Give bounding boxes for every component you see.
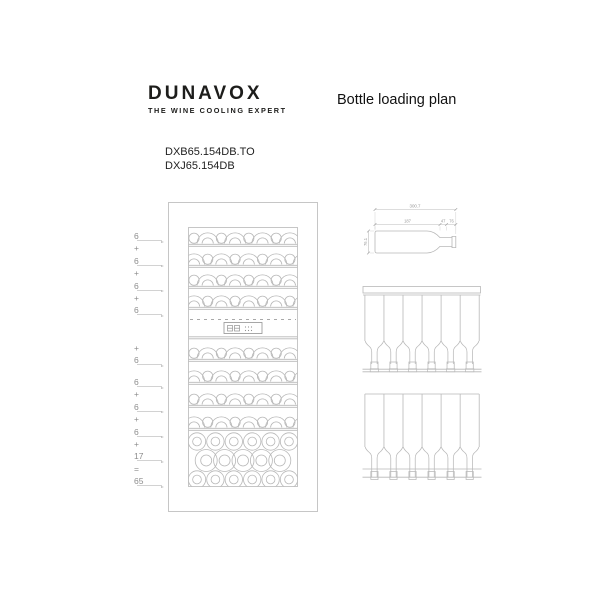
shelf-row	[183, 254, 314, 267]
dim-body-length: 187	[404, 218, 411, 224]
bottle-outline	[375, 231, 456, 253]
count-text: +	[134, 268, 139, 279]
leader-line	[137, 312, 162, 315]
plus-sign	[132, 412, 172, 424]
count-text: 6	[134, 305, 139, 316]
shelf-loading-top-diagram	[362, 284, 482, 376]
bottle-count-label	[132, 375, 172, 387]
bottle-count-label	[132, 303, 172, 315]
logo-wordmark: DUNAVOX	[148, 83, 263, 104]
bottle-count-label	[132, 449, 172, 461]
equals-sign	[132, 462, 172, 474]
shelf-row	[183, 296, 314, 309]
count-text: 6	[134, 401, 139, 412]
dim-neck-length: 76	[449, 218, 454, 224]
count-group-3	[132, 375, 172, 487]
count-text: 65	[134, 476, 144, 487]
model-number-1: DXB65.154DB.TO	[165, 146, 255, 158]
count-text: 6	[134, 426, 139, 437]
control-display	[224, 323, 262, 334]
dim-shoulder-length: 47	[440, 218, 446, 224]
brand-logo	[148, 84, 287, 115]
shelf-row	[189, 233, 309, 246]
model-numbers	[165, 146, 255, 173]
bottle-count-label	[132, 425, 172, 437]
bottle-side-view-diagram	[362, 200, 470, 260]
model-number-2: DXJ65.154DB	[165, 159, 235, 172]
shelf-loading-bottom-diagram	[362, 392, 482, 484]
count-text: 6	[134, 355, 139, 366]
count-text: 6	[134, 255, 139, 266]
count-group-1	[132, 229, 172, 316]
bottle-count-label	[132, 229, 172, 241]
count-text: 6	[134, 231, 139, 241]
plus-sign	[132, 241, 172, 253]
bottle-count-label	[132, 279, 172, 291]
leader-line	[137, 483, 162, 486]
shelf-row	[189, 348, 309, 361]
cabinet-front-view	[168, 202, 318, 512]
page-title: Bottle loading plan	[337, 92, 457, 108]
logo-tagline: THE WINE COOLING EXPERT	[148, 106, 287, 115]
plus-sign	[132, 266, 172, 278]
dim-overall-length: 300.7	[409, 203, 421, 209]
shelf-row	[183, 371, 314, 384]
count-text: 17	[134, 451, 144, 462]
count-text: +	[134, 438, 139, 449]
shelf-row	[183, 417, 314, 430]
count-group-2	[132, 341, 172, 366]
loading-count-column	[132, 227, 172, 489]
bottom-bottle-stack	[188, 433, 297, 488]
count-text: 6	[134, 280, 139, 291]
count-text: 6	[134, 377, 139, 387]
count-text: +	[134, 343, 139, 353]
count-text: +	[134, 389, 139, 400]
count-text: +	[134, 292, 139, 303]
leader-line	[137, 362, 162, 365]
plus-sign	[132, 291, 172, 303]
dim-diameter: 76.1	[362, 238, 368, 246]
count-text: +	[134, 414, 139, 425]
bottle-count-label	[132, 400, 172, 412]
bottle-count-label	[132, 254, 172, 266]
shelf-row	[189, 275, 309, 288]
bottle-count-label	[132, 353, 172, 365]
plus-sign	[132, 437, 172, 449]
bottle-count-label	[132, 474, 172, 486]
count-text: =	[134, 463, 139, 474]
count-text: +	[134, 243, 139, 254]
plus-sign	[132, 387, 172, 399]
plus-sign	[132, 341, 172, 353]
shelf-row	[189, 394, 309, 407]
cabinet-interior	[183, 233, 314, 488]
